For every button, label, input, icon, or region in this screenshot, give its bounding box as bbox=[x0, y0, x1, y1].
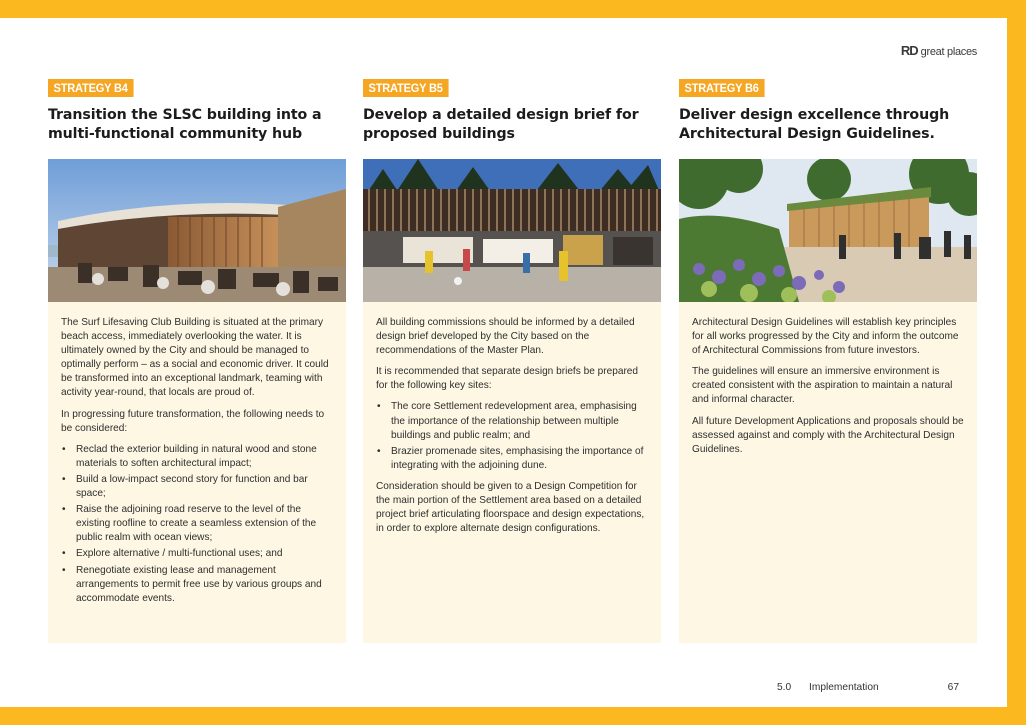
garden-building-photo bbox=[679, 159, 977, 302]
strategy-b4-column bbox=[48, 79, 346, 643]
section-number: 5.0 bbox=[777, 682, 792, 693]
paragraph: All building commissions should be informed by a detailed design brief developed by the City based on the recommendations of the Master Plan. bbox=[376, 317, 635, 357]
brand-logo bbox=[901, 43, 977, 58]
list-item: • Brazier promenade sites, emphasising the importance of integrating with the adjoining dune. bbox=[376, 445, 649, 473]
paragraph: In progressing future transformation, the following needs to be considered: bbox=[61, 408, 325, 434]
list-item: • Explore alternative / multi-functional uses; and bbox=[61, 547, 334, 561]
logo-text: great places bbox=[920, 46, 977, 58]
paragraph: The Surf Lifesaving Club Building is situated at the primary beach access, immediately overlooking the water. It is ultimately owned by the City and should be managed to optimally perform – as a social and economic driver. It could be transformed into an exceptional landmark, teaming with activity year-round, that locals are proud of. bbox=[61, 317, 329, 399]
paragraph: All future Development Applications and proposals should be assessed against and comply with the Architectural Design Guidelines. bbox=[692, 415, 964, 455]
logo-mark: RD bbox=[900, 43, 918, 58]
paragraph: The guidelines will ensure an immersive environment is created consistent with the aspiration to maintain a natural and informal character. bbox=[692, 366, 953, 406]
list-item: • Renegotiate existing lease and management arrangements to permit free use by various groups and accommodate events. bbox=[61, 564, 334, 606]
list-item: • Raise the adjoining road reserve to the level of the existing roofline to create a seamless extension of the public realm with ocean views; bbox=[61, 503, 334, 545]
section-title: Implementation bbox=[809, 682, 879, 693]
kiosk-building-photo bbox=[363, 159, 661, 302]
strategy-b6-text-panel bbox=[679, 302, 977, 643]
strategy-heading: Deliver design excellence through Architectural Design Guidelines. bbox=[679, 107, 950, 142]
list-item: • Reclad the exterior building in natural wood and stone materials to soften architectural impact; bbox=[61, 443, 334, 471]
page-footer bbox=[777, 682, 959, 693]
strategy-tag: STRATEGY B6 bbox=[679, 79, 764, 97]
strategy-b5-text-panel bbox=[363, 302, 661, 643]
list-item: • Build a low-impact second story for function and bar space; bbox=[61, 473, 334, 501]
strategy-b6-column bbox=[679, 79, 977, 643]
strategy-heading: Transition the SLSC building into a multi-functional community hub bbox=[48, 107, 322, 142]
bullet-list bbox=[61, 443, 334, 606]
paragraph: Architectural Design Guidelines will establish key principles for all works progressed by the City and inform the outcome of Architectural Commissions from future investors. bbox=[692, 317, 959, 357]
slsc-building-photo bbox=[48, 159, 346, 302]
strategy-tag: STRATEGY B5 bbox=[363, 79, 448, 97]
paragraph: It is recommended that separate design briefs be prepared for the following key sites: bbox=[376, 366, 639, 392]
strategy-heading: Develop a detailed design brief for proposed buildings bbox=[363, 107, 639, 142]
bullet-list bbox=[376, 400, 649, 472]
document-page bbox=[0, 18, 1007, 707]
strategy-b5-column bbox=[363, 79, 661, 643]
strategy-b4-text-panel bbox=[48, 302, 346, 643]
list-item: • The core Settlement redevelopment area, emphasising the importance of the relationship between multiple buildings and public realm; and bbox=[376, 400, 649, 442]
strategy-tag: STRATEGY B4 bbox=[48, 79, 133, 97]
paragraph: Consideration should be given to a Design Competition for the main portion of the Settlement area based on a detailed project brief articulating floorspace and design expectations, in order to explore alternate design configurations. bbox=[376, 480, 645, 535]
page-number: 67 bbox=[947, 682, 959, 693]
